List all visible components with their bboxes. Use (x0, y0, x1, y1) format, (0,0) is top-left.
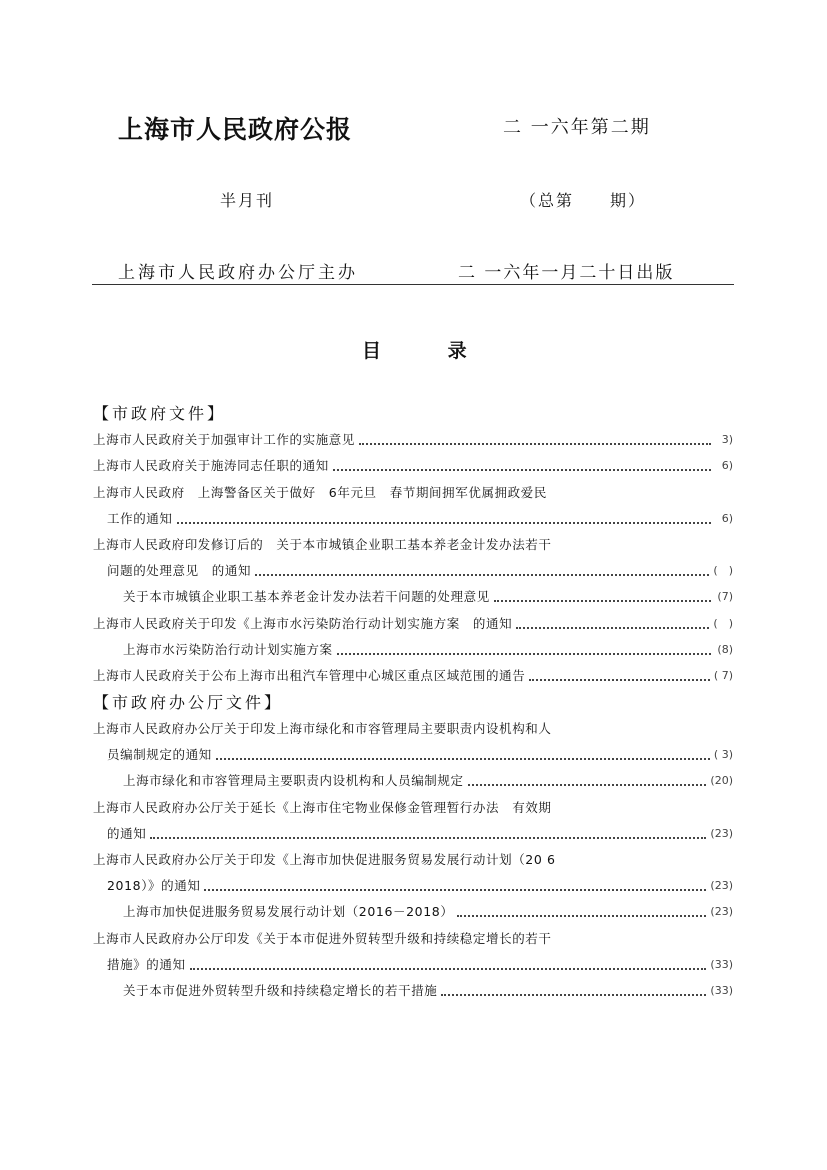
host-organization: 上海市人民政府办公厅主办 (118, 263, 358, 283)
total-issue: （总第 期） (520, 191, 647, 210)
toc-page-number: 3) (721, 433, 733, 447)
toc-page-number: ( 3) (713, 748, 733, 762)
toc-page-number: (23) (710, 879, 733, 893)
dot-leader (468, 784, 707, 786)
toc-entry-title: 上海市人民政府关于公布上海市出租汽车管理中心城区重点区域范围的通告 (93, 667, 526, 683)
toc-entry-title: 上海市人民政府关于印发《上海市水污染防治行动计划实施方案 的通知 (93, 615, 513, 631)
toc-entry[interactable] (93, 952, 733, 978)
toc-entry[interactable] (93, 584, 733, 610)
toc-entry-title: 关于本市促进外贸转型升级和持续稳定增长的若干措施 (123, 982, 438, 998)
toc-section-heading: 【市政府文件】 (93, 404, 227, 423)
toc-entry-title: 上海市人民政府办公厅关于延长《上海市住宅物业保修金管理暂行办法 有效期 (93, 799, 552, 815)
toc-entry-title: 的通知 (107, 825, 147, 841)
toc-entry[interactable] (93, 768, 733, 794)
toc-entry[interactable] (93, 899, 733, 925)
toc-entry[interactable] (93, 794, 733, 820)
toc-page-number: 6) (721, 511, 733, 525)
toc-entry-title: 上海市人民政府印发修订后的 关于本市城镇企业职工基本养老金计发办法若干 (93, 536, 552, 552)
dot-leader (441, 994, 706, 996)
toc-entry[interactable] (93, 558, 733, 584)
issue-number: 二 一六年第二期 (503, 117, 651, 138)
frequency: 半月刊 (220, 191, 275, 210)
toc-page-number: 6) (721, 459, 733, 473)
toc-entry-title: 上海市人民政府办公厅关于印发《上海市加快促进服务贸易发展行动计划（20 6 (93, 852, 556, 867)
toc-entry[interactable] (93, 716, 733, 742)
toc-entry-title: 上海市人民政府办公厅印发《关于本市促进外贸转型升级和持续稳定增长的若干 (93, 930, 552, 946)
dot-leader (216, 758, 710, 760)
toc-entry[interactable] (93, 637, 733, 663)
dot-leader (255, 574, 709, 576)
toc-entry-title: 关于本市城镇企业职工基本养老金计发办法若干问题的处理意见 (123, 589, 490, 605)
bulletin-title: 上海市人民政府公报 (118, 115, 353, 144)
toc-entry-title: 上海市人民政府办公厅关于印发上海市绿化和市容管理局主要职责内设机构和人 (93, 721, 552, 737)
toc-entry-title: 上海市人民政府关于加强审计工作的实施意见 (93, 432, 356, 448)
toc-page-number: (8) (717, 642, 733, 656)
table-of-contents (93, 400, 733, 1004)
header-divider (92, 284, 734, 285)
toc-entry[interactable] (93, 742, 733, 768)
toc-entry-title: 措施》的通知 (107, 956, 186, 972)
toc-entry[interactable] (93, 532, 733, 558)
dot-leader (177, 522, 711, 524)
toc-entry[interactable] (93, 479, 733, 505)
dot-leader (494, 600, 711, 602)
toc-entry[interactable] (93, 663, 733, 689)
dot-leader (333, 469, 711, 471)
toc-page-number: (23) (710, 905, 733, 919)
toc-entry[interactable] (93, 453, 733, 479)
toc-entry-title: 2018）》的通知 (107, 878, 201, 894)
toc-entry[interactable] (93, 873, 733, 899)
toc-page-number: ( ) (713, 564, 733, 578)
toc-section-heading: 【市政府办公厅文件】 (93, 692, 284, 712)
publish-date: 二 一六年一月二十日出版 (458, 263, 675, 283)
toc-entry-title: 工作的通知 (107, 510, 173, 526)
toc-entry[interactable] (93, 978, 733, 1004)
toc-entry[interactable] (93, 925, 733, 951)
toc-entry-title: 上海市加快促进服务贸易发展行动计划（2016－2018） (123, 904, 454, 920)
toc-entry-title: 上海市水污染防治行动计划实施方案 (123, 641, 333, 657)
dot-leader (190, 968, 707, 970)
toc-page-number: (33) (710, 983, 733, 997)
toc-page-number: ( 7) (713, 668, 733, 682)
dot-leader (150, 837, 706, 839)
toc-page-number: (20) (710, 774, 733, 788)
dot-leader (529, 679, 710, 681)
toc-entry[interactable] (93, 506, 733, 532)
toc-entry[interactable] (93, 821, 733, 847)
toc-entry[interactable] (93, 610, 733, 636)
dot-leader (359, 443, 711, 445)
dot-leader (516, 627, 709, 629)
toc-entry-title: 上海市人民政府关于施涛同志任职的通知 (93, 458, 329, 474)
toc-entry[interactable] (93, 427, 733, 453)
dot-leader (204, 889, 706, 891)
dot-leader (457, 915, 706, 917)
toc-entry-title: 员编制规定的通知 (107, 747, 212, 763)
toc-page-number: (7) (717, 590, 733, 604)
toc-title: 目 录 (362, 340, 467, 362)
toc-entry-title: 上海市人民政府 上海警备区关于做好 6年元旦 春节期间拥军优属拥政爱民 (93, 484, 547, 500)
toc-entry-title: 问题的处理意见 的通知 (107, 563, 252, 579)
toc-entry[interactable] (93, 847, 733, 873)
toc-page-number: (33) (710, 957, 733, 971)
dot-leader (337, 653, 711, 655)
toc-page-number: (23) (710, 826, 733, 840)
toc-entry-title: 上海市绿化和市容管理局主要职责内设机构和人员编制规定 (123, 773, 464, 789)
toc-page-number: ( ) (713, 616, 733, 630)
